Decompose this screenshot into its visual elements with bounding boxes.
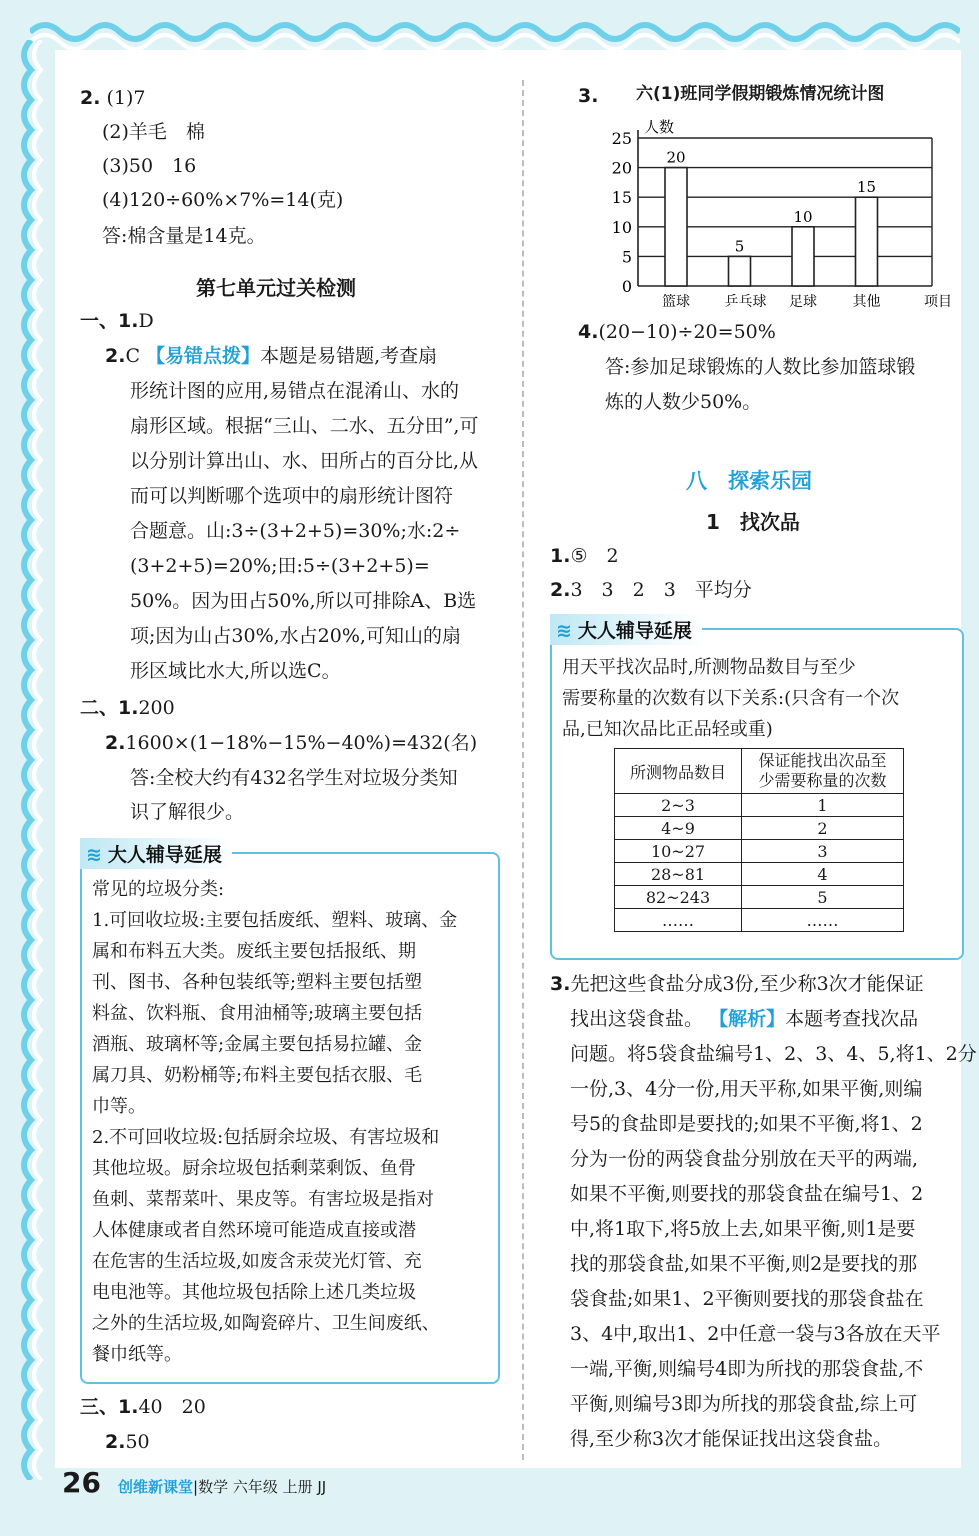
text-line: 巾等。 [92,1096,146,1117]
y-axis-label: 人数 [644,118,675,136]
table-row [615,794,904,817]
text-line: 号5的食盐即是要找的;如果不平衡,将1、2 [570,1113,923,1135]
right-a1: 1.⑤ 2 [550,545,619,567]
table-header-cell: 保证能找出次品至 少需要称量的次数 [742,749,904,794]
text-line: 鱼刺、菜帮菜叶、果皮等。有害垃圾是指对 [92,1189,434,1210]
text-line: 其他垃圾。厨余垃圾包括剩菜剩饭、鱼骨 [92,1158,416,1179]
text-line: 项;因为山占30%,水占20%,可知山的扇 [130,625,461,647]
data-label: 20 [666,148,686,167]
table-cell: 1 [742,794,904,817]
bar [729,256,751,286]
x-axis-label: 项目 [924,294,952,310]
left-q2-p1: 2. (1)7 [80,87,146,109]
left-wave-border [6,40,56,1480]
left-q2-answer: 答:棉含量是14克。 [102,225,266,247]
text-line: 以分别计算出山、水、田所占的百分比,从 [130,450,479,472]
bar [856,197,878,286]
footer-info: 创维新课堂|数学 六年级 上册 JJ [118,1478,327,1496]
right-a2: 2.3 3 2 3 平均分 [550,579,752,601]
text-line: 平衡,则编号3即为所找的那袋食盐,综上可 [570,1393,918,1415]
text-line: 2.不可回收垃圾:包括厨余垃圾、有害垃圾和 [92,1127,440,1148]
table-cell: 2~3 [615,794,742,817]
data-label: 5 [734,237,745,256]
chart-title: 六(1)班同学假期锻炼情况统计图 [636,84,885,104]
text-line: 得,至少称3次才能保证找出这袋食盐。 [570,1428,893,1450]
left-q2-p3: (3)50 16 [102,155,197,177]
table-cell: 82~243 [615,886,742,909]
text-line: 餐巾纸等。 [92,1344,182,1365]
page-number: 26 [62,1466,101,1499]
part2-q1: 二、1.200 [80,697,175,719]
table-header-row [615,749,904,794]
y-tick-label: 20 [611,158,632,178]
right-a3-first: 3.先把这些食盐分成3份,至少称3次才能保证 [550,973,924,995]
table-cell: …… [742,909,904,932]
section-title: 第七单元过关检测 [196,276,356,300]
table-cell: 2 [742,817,904,840]
table-cell: 4 [742,863,904,886]
right-q4-answer-1: 答:参加足球锻炼的人数比参加篮球锻 [605,356,916,378]
text-line: 中,将1取下,将5放上去,如果平衡,则1是要 [570,1218,916,1240]
error-tip-tag: 【易错点拨】 [146,345,261,367]
left-q2-p4: (4)120÷60%×7%=14(克) [102,189,344,211]
table-cell: 3 [742,840,904,863]
text-line: 问题。将5袋食盐编号1、2、3、4、5,将1、2分 [570,1043,977,1065]
y-tick-label: 10 [611,217,632,237]
text-line: 袋食盐;如果1、2平衡则要找的那袋食盐在 [570,1288,924,1310]
y-tick-label: 0 [621,277,632,296]
text-line: 人体健康或者自然环境可能造成直接或潜 [92,1220,416,1241]
text-line: 酒瓶、玻璃杯等;金属主要包括易拉罐、金 [92,1034,423,1055]
table-cell: 10~27 [615,840,742,863]
text-line: 形区域比水大,所以选C。 [130,660,341,682]
analysis-tag: 【解析】 [709,1008,786,1030]
wave-icon: ≋ [86,844,102,866]
data-label: 10 [793,207,813,226]
text-line: 刊、图书、各种包装纸等;塑料主要包括塑 [92,972,423,993]
text-line: 找的那袋食盐,如果不平衡,则2是要找的那 [570,1253,918,1275]
text-line: 3、4中,取出1、2中任意一袋与3各放在天平 [570,1323,941,1345]
table-row [615,840,904,863]
text-line: 扇形区域。根据“三山、二水、五分田”,可 [130,415,479,437]
text-line: 品,已知次品比正品轻或重) [562,719,773,740]
bar-chart [590,110,960,310]
table-cell: 28~81 [615,863,742,886]
text-line: 在危害的生活垃圾,如废含汞荧光灯管、充 [92,1251,422,1272]
wave-icon: ≋ [556,620,572,642]
text-line: 合题意。山:3÷(3+2+5)=30%;水:2÷ [130,520,461,542]
text-line: 需要称量的次数有以下关系:(只含有一个次 [562,688,900,709]
part2-answer-2: 识了解很少。 [130,801,245,823]
text-line: 常见的垃圾分类: [92,879,225,900]
part2-answer-1: 答:全校大约有432名学生对垃圾分类知 [130,767,458,789]
part3-q2: 2.50 [105,1431,150,1453]
y-tick-label: 5 [621,247,632,267]
table-header-cell: 所测物品数目 [615,749,742,794]
weighing-table [614,748,904,932]
left-q2-p2: (2)羊毛 棉 [102,121,205,143]
tips-box-right-title: ≋ 大人辅导延展 [550,614,702,645]
text-line: (3+2+5)=20%;田:5÷(3+2+5)= [130,555,430,577]
table-cell: 5 [742,886,904,909]
lesson-title: 1 找次品 [706,510,800,534]
text-line: 1.可回收垃圾:主要包括废纸、塑料、玻璃、金 [92,910,458,931]
text-line: 如果不平衡,则要找的那袋食盐在编号1、2 [570,1183,924,1205]
text-line: 料盆、饮料瓶、食用油桶等;玻璃主要包括 [92,1003,423,1024]
right-q3-label: 3. [578,85,599,107]
text-line: 属和布料五大类。废纸主要包括报纸、期 [92,941,416,962]
text-line: 属刀具、奶粉桶等;布料主要包括衣服、毛 [92,1065,423,1086]
top-wave-border [30,10,960,54]
table-cell: 4~9 [615,817,742,840]
bar [792,227,814,286]
x-tick-label: 篮球 [662,294,690,310]
bar [665,168,687,286]
text-line: 一端,平衡,则编号4即为所找的那袋食盐,不 [570,1358,924,1380]
y-tick-label: 25 [611,129,632,148]
tips-box-left-title: ≋ 大人辅导延展 [80,838,232,869]
text-line: 电电池等。其他垃圾包括除上述几类垃圾 [92,1282,416,1303]
right-q4: 4.(20−10)÷20=50% [578,321,776,343]
x-tick-label: 足球 [789,294,817,310]
text-line: 形统计图的应用,易错点在混淆山、水的 [130,380,460,402]
y-tick-label: 15 [611,188,632,208]
part1-q2-first: 2.C 【易错点拨】本题是易错题,考查扇 [105,345,438,367]
right-q4-answer-2: 炼的人数少50%。 [605,391,762,413]
table-cell: …… [615,909,742,932]
text-line: 50%。因为田占50%,所以可排除A、B选 [130,590,477,612]
data-label: 15 [856,178,877,197]
part2-q2: 2.1600×(1−18%−15%−40%)=432(名) [105,732,478,754]
part3-q1: 三、1.40 20 [80,1396,206,1418]
x-tick-label: 其他 [852,294,881,310]
table-row [615,909,904,932]
text-line: 之外的生活垃圾,如陶瓷碎片、卫生间废纸、 [92,1313,440,1334]
text-line: 分为一份的两袋食盐分别放在天平的两端, [570,1148,919,1170]
text-line: 用天平找次品时,所测物品数目与至少 [562,657,856,678]
brand-name: 创维新课堂 [118,1478,194,1496]
text-line: 一份,3、4分一份,用天平称,如果平衡,则编 [570,1078,923,1100]
table-row [615,886,904,909]
right-a3-second: 找出这袋食盐。 【解析】本题考查找次品 [570,1008,919,1030]
table-row [615,817,904,840]
x-tick-label: 乒乓球 [724,294,767,310]
text-line: 而可以判断哪个选项中的扇形统计图符 [130,485,454,507]
table-row [615,863,904,886]
part1-q1: 一、1.D [80,310,154,332]
unit-title: 八 探索乐园 [686,469,812,493]
column-divider [522,80,524,1460]
